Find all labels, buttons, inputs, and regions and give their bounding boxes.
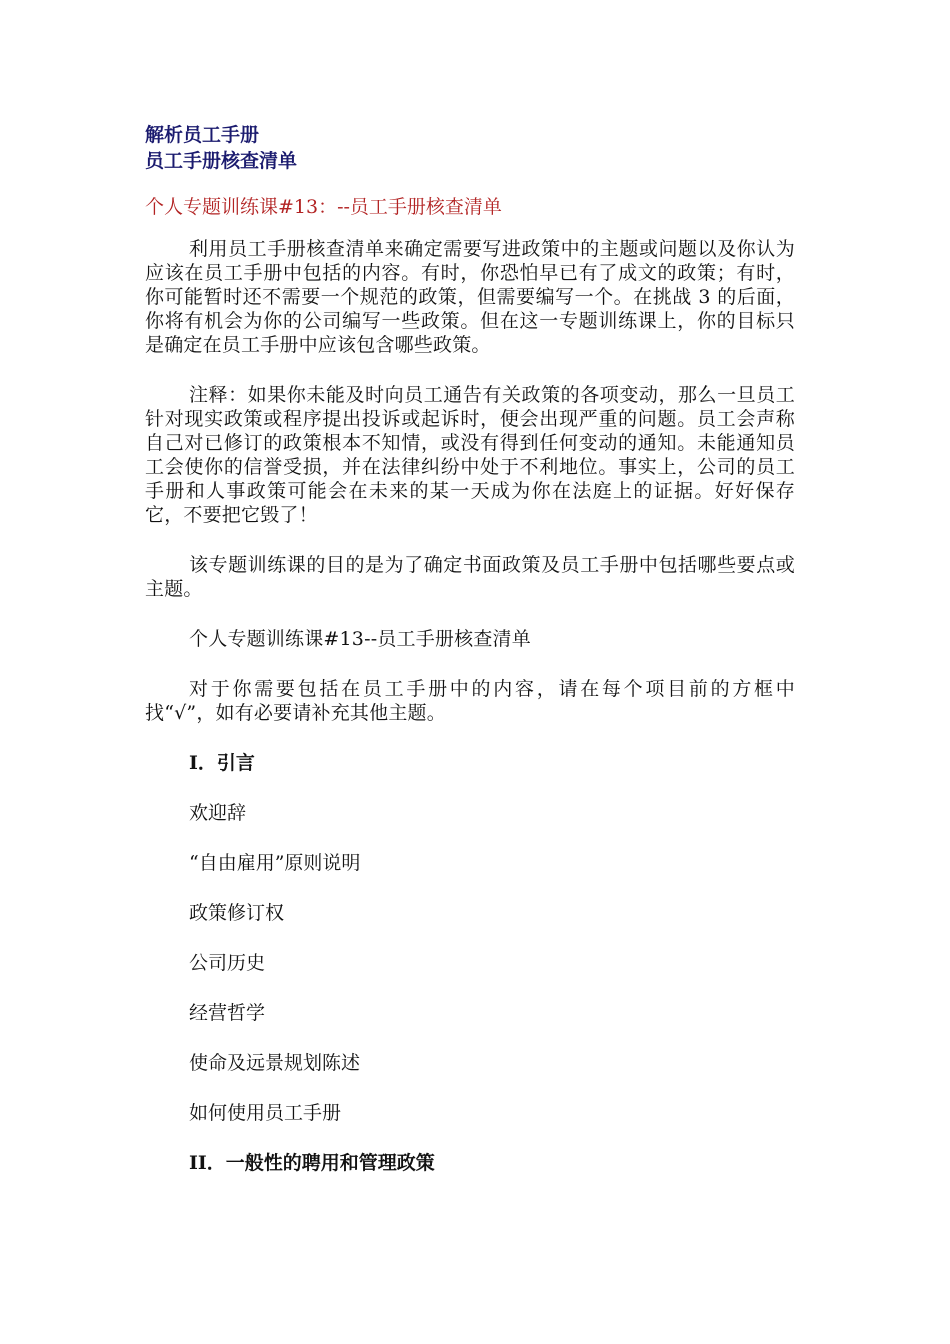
note-paragraph: 注释：如果你未能及时向员工通告有关政策的各项变动，那么一旦员工针对现实政策或程序提出投诉或起诉时，便会出现严重的问题。员工会声称自己对已修订的政策根本不知情，或没有得到任何变动的通知。未能通知员工会使你的信誉受损，并在法律纠纷中处于不利地位。事实上，公司的员工手册和人事政策可能会在未来的某一天成为你在法庭上的证据。好好保存它，不要把它毁了！	[145, 384, 795, 526]
intro-paragraph: 利用员工手册核查清单来确定需要写进政策中的主题或问题以及你认为应该在员工手册中包括的内容。有时，你恐怕早已有了成文的政策；有时，你可能暂时还不需要一个规范的政策，但需要编写一个。在挑战 3 的后面，你将有机会为你的公司编写一些政策。但在这一专题训练课上，你的目标只是确定在员工手册中应该包含哪些政策。	[145, 238, 795, 356]
instruction-paragraph: 对于你需要包括在员工手册中的内容，请在每个项目前的方框中找“√”，如有必要请补充其他主题。	[145, 678, 795, 724]
section-heading-introduction: I．引言	[189, 752, 255, 774]
list-item: 欢迎辞	[189, 802, 247, 824]
purpose-paragraph: 该专题训练课的目的是为了确定书面政策及员工手册中包括哪些要点或主题。	[145, 554, 795, 600]
lesson-title: 个人专题训练课#13：--员工手册核查清单	[145, 196, 502, 218]
document-subtitle: 员工手册核查清单	[145, 150, 298, 172]
lesson-label: 个人专题训练课#13--员工手册核查清单	[189, 628, 531, 650]
document-title: 解析员工手册	[145, 124, 260, 146]
list-item: “自由雇用”原则说明	[189, 852, 361, 874]
document-page	[145, 122, 795, 1175]
section-heading-general-policies: II．一般性的聘用和管理政策	[189, 1152, 435, 1174]
list-item: 经营哲学	[189, 1002, 266, 1024]
list-item: 使命及远景规划陈述	[189, 1052, 361, 1074]
list-item: 如何使用员工手册	[189, 1102, 342, 1124]
list-item: 公司历史	[189, 952, 266, 974]
list-item: 政策修订权	[189, 902, 285, 924]
